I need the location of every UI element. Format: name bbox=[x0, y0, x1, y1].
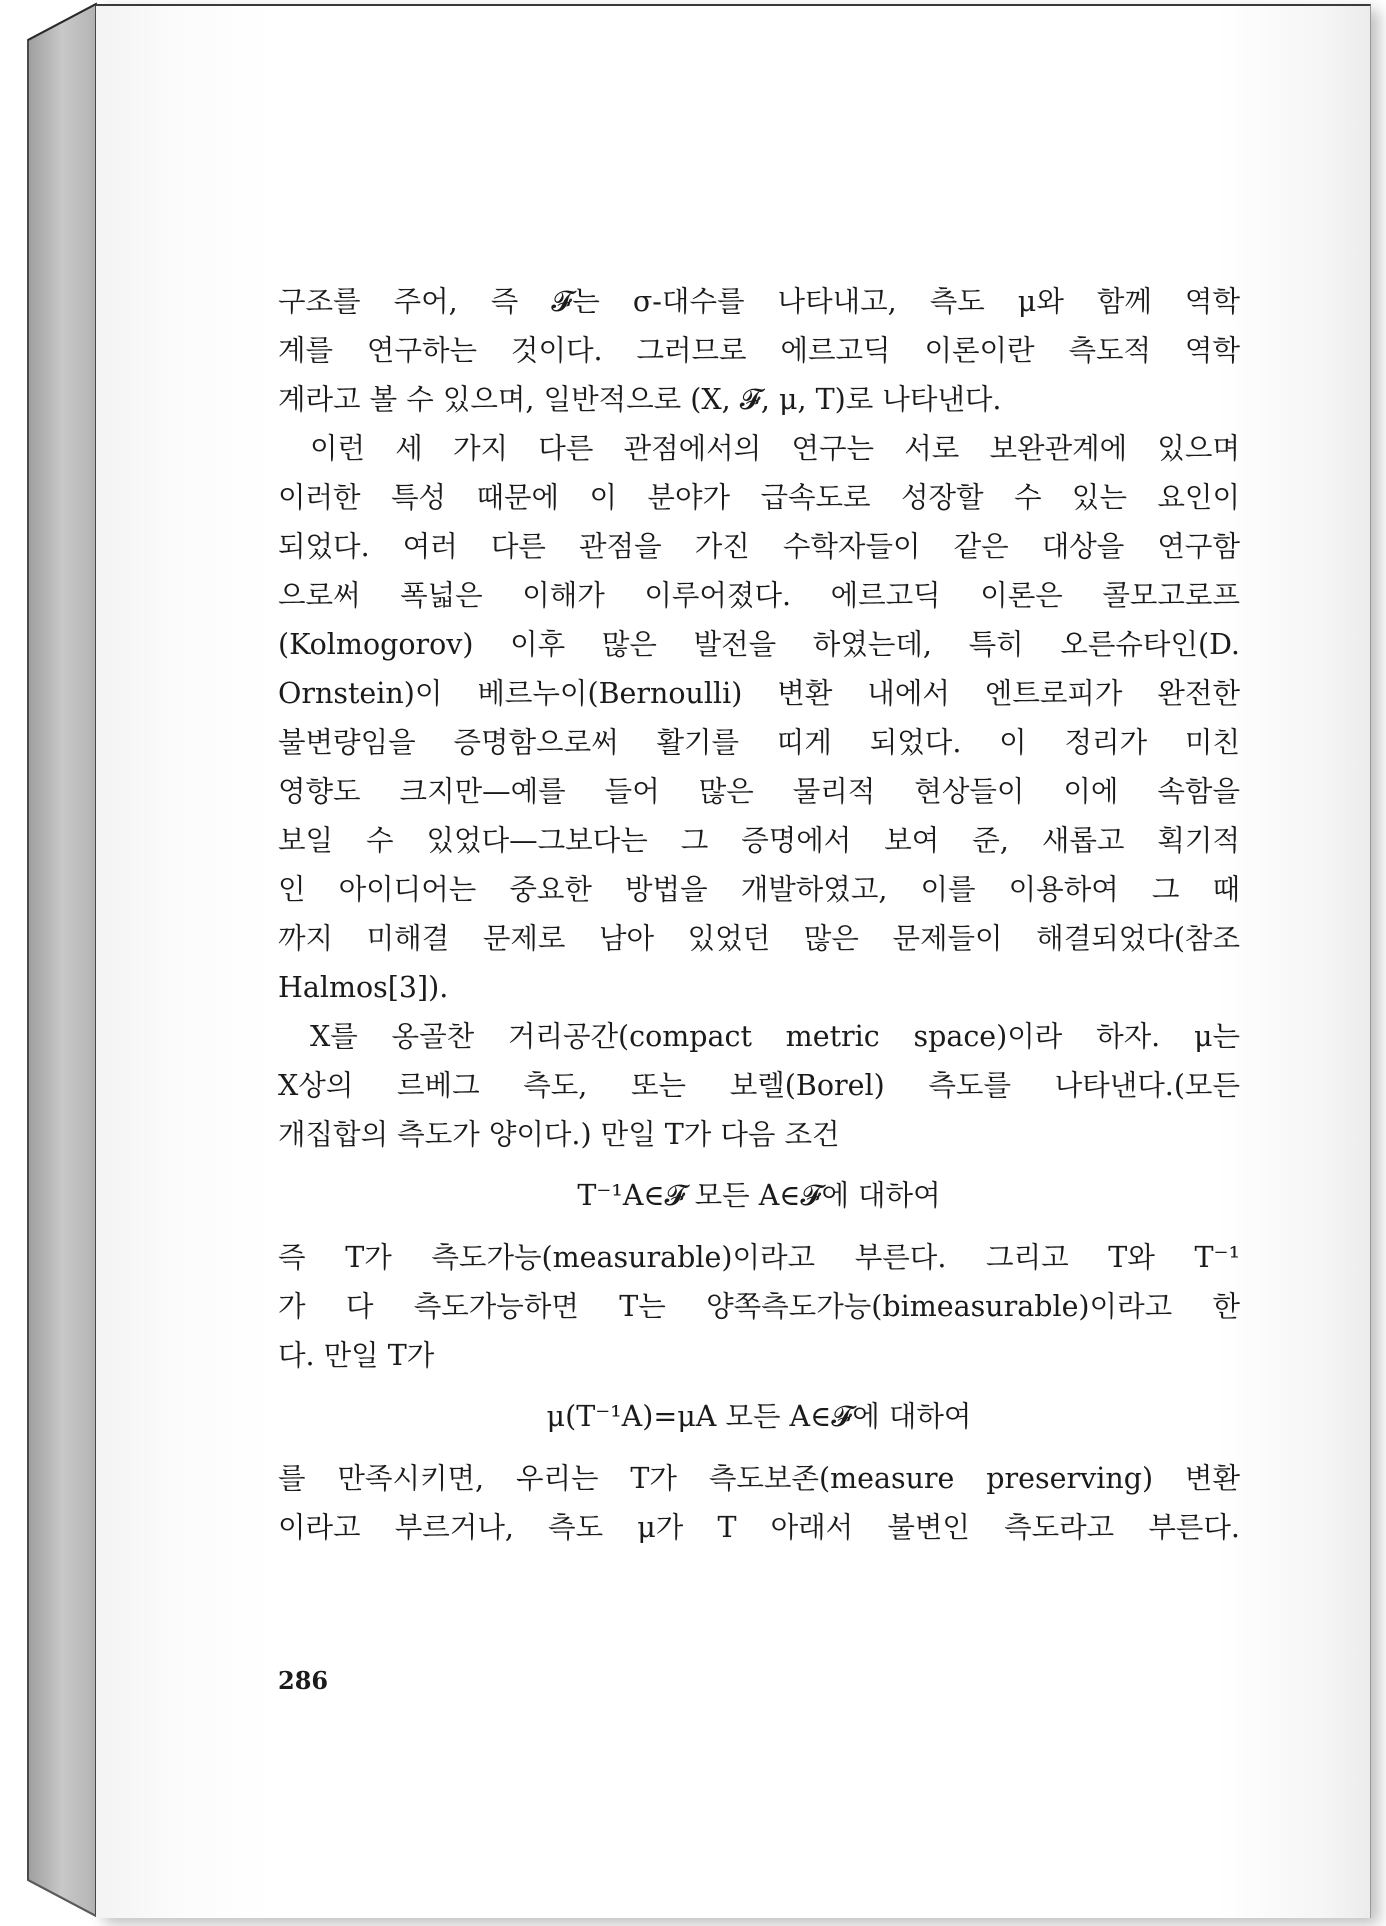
text-line: X를 옹골찬 거리공간(compact metric space)이라 하자. μ는 bbox=[310, 1020, 1240, 1053]
text-line: 까지 미해결 문제로 남아 있었던 많은 문제들이 해결되었다(참조 bbox=[278, 922, 1240, 955]
text-line: 개집합의 측도가 양이다.) 만일 T가 다음 조건 bbox=[278, 1118, 840, 1151]
text-line: Halmos[3]). bbox=[278, 971, 449, 1004]
text-line: X상의 르베그 측도, 또는 보렐(Borel) 측도를 나타낸다.(모든 bbox=[278, 1069, 1240, 1102]
page-number: 286 bbox=[278, 1666, 329, 1695]
equation: μ(T⁻¹A)=μA 모든 A∈𝓕에 대하여 bbox=[546, 1400, 972, 1433]
text-line: 이러한 특성 때문에 이 분야가 급속도로 성장할 수 있는 요인이 bbox=[278, 481, 1240, 514]
text-line: 인 아이디어는 중요한 방법을 개발하였고, 이를 이용하여 그 때 bbox=[278, 873, 1240, 906]
page-body bbox=[278, 277, 1240, 1552]
text-line: 가 다 측도가능하면 T는 양쪽측도가능(bimeasurable)이라고 한 bbox=[278, 1290, 1240, 1323]
text-line: 구조를 주어, 즉 𝓕는 σ-대수를 나타내고, 측도 μ와 함께 역학 bbox=[278, 285, 1240, 318]
text-line: 불변량임을 증명함으로써 활기를 띠게 되었다. 이 정리가 미친 bbox=[278, 726, 1240, 759]
equation: T⁻¹A∈𝓕 모든 A∈𝓕에 대하여 bbox=[577, 1179, 941, 1212]
text-line: 이런 세 가지 다른 관점에서의 연구는 서로 보완관계에 있으며 bbox=[310, 432, 1240, 465]
text-line: 즉 T가 측도가능(measurable)이라고 부른다. 그리고 T와 T⁻¹ bbox=[278, 1241, 1240, 1274]
text-line: 를 만족시키면, 우리는 T가 측도보존(measure preserving) 변환 bbox=[278, 1462, 1240, 1495]
text-line: 이라고 부르거나, 측도 μ가 T 아래서 불변인 측도라고 부른다. bbox=[278, 1511, 1240, 1544]
text-line: 으로써 폭넓은 이해가 이루어졌다. 에르고딕 이론은 콜모고로프 bbox=[278, 579, 1240, 612]
text-line: 보일 수 있었다—그보다는 그 증명에서 보여 준, 새롭고 획기적 bbox=[278, 824, 1240, 857]
text-line: 영향도 크지만—예를 들어 많은 물리적 현상들이 이에 속함을 bbox=[278, 775, 1240, 808]
text-line: Ornstein)이 베르누이(Bernoulli) 변환 내에서 엔트로피가 완전한 bbox=[278, 677, 1240, 710]
text-line: (Kolmogorov) 이후 많은 발전을 하였는데, 특히 오른슈타인(D. bbox=[278, 628, 1240, 661]
text-line: 다. 만일 T가 bbox=[278, 1339, 435, 1372]
text-line: 계라고 볼 수 있으며, 일반적으로 (X, 𝓕, μ, T)로 나타낸다. bbox=[278, 383, 1002, 416]
text-line: 되었다. 여러 다른 관점을 가진 수학자들이 같은 대상을 연구함 bbox=[278, 530, 1240, 563]
text-line: 계를 연구하는 것이다. 그러므로 에르고딕 이론이란 측도적 역학 bbox=[278, 334, 1240, 367]
